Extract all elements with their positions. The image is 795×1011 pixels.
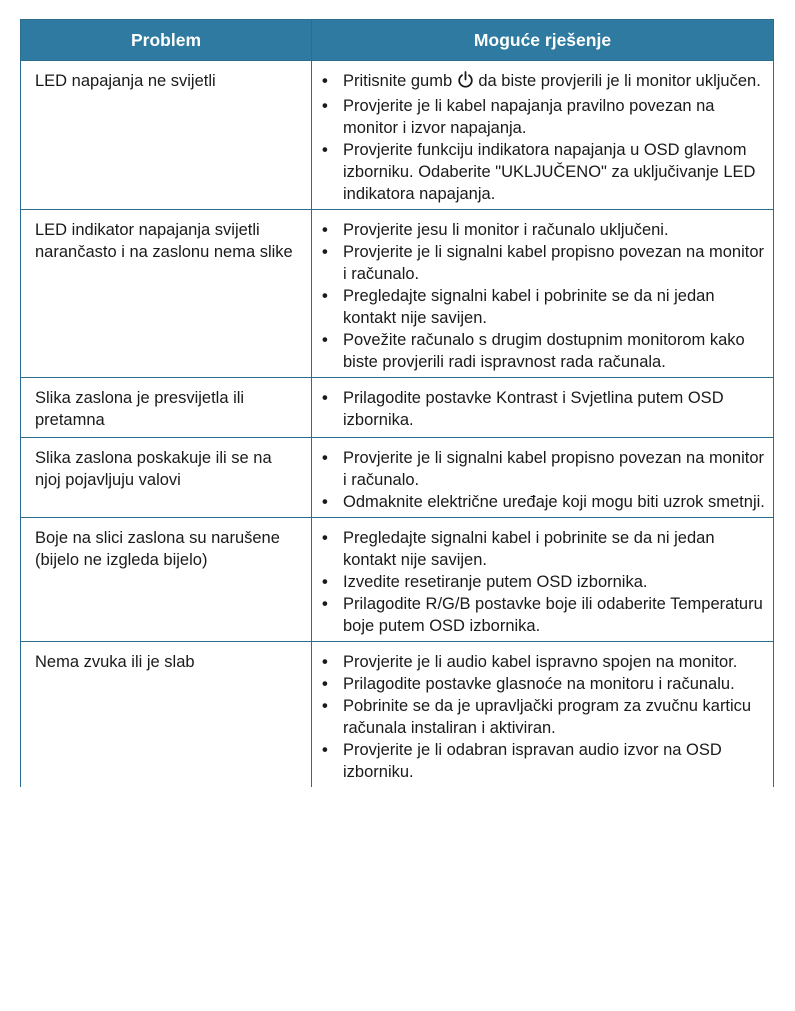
- solution-list: [312, 447, 769, 513]
- solution-text: Prilagodite postavke glasnoće na monitoru i računalu.: [343, 675, 735, 693]
- solution-item: [312, 673, 769, 695]
- bullet-icon: •: [322, 331, 328, 349]
- solution-item: [312, 285, 769, 329]
- bullet-icon: •: [322, 675, 328, 693]
- solution-text: Pritisnite gumb: [343, 72, 453, 90]
- bullet-icon: •: [322, 697, 328, 715]
- power-icon: [457, 71, 474, 95]
- problem-cell: Slika zaslona je presvijetla ili pretamna: [21, 378, 312, 438]
- solution-item: [312, 387, 769, 431]
- bullet-icon: •: [322, 741, 328, 759]
- bullet-icon: •: [322, 529, 328, 547]
- solution-text: Provjerite funkciju indikatora napajanja u OSD glavnom izborniku. Odaberite "UKLJUČENO" za uključivanje LED indikatora napajanja.: [343, 141, 756, 203]
- solution-cell: [312, 61, 774, 210]
- troubleshooting-table: [20, 19, 774, 787]
- solution-text: Prilagodite postavke Kontrast i Svjetlina putem OSD izbornika.: [343, 389, 724, 429]
- solution-text: Prilagodite R/G/B postavke boje ili odaberite Temperaturu boje putem OSD izbornika.: [343, 595, 763, 635]
- solution-item: [312, 70, 769, 95]
- table-header-row: [21, 20, 774, 61]
- solution-item: [312, 447, 769, 491]
- bullet-icon: •: [322, 493, 328, 511]
- solution-text: Povežite računalo s drugim dostupnim monitorom kako biste provjerili radi ispravnost rada računala.: [343, 331, 745, 371]
- solution-text: Provjerite je li signalni kabel propisno povezan na monitor i računalo.: [343, 449, 764, 489]
- solution-text: Provjerite je li kabel napajanja pravilno povezan na monitor i izvor napajanja.: [343, 97, 715, 137]
- solution-item: [312, 593, 769, 637]
- solution-item: [312, 695, 769, 739]
- solution-item: [312, 571, 769, 593]
- solution-text: Pregledajte signalni kabel i pobrinite se da ni jedan kontakt nije savijen.: [343, 287, 715, 327]
- bullet-icon: •: [322, 97, 328, 115]
- solution-text: Provjerite je li signalni kabel propisno povezan na monitor i računalo.: [343, 243, 764, 283]
- solution-text: Pregledajte signalni kabel i pobrinite se da ni jedan kontakt nije savijen.: [343, 529, 715, 569]
- solution-item: [312, 651, 769, 673]
- problem-cell: LED napajanja ne svijetli: [21, 61, 312, 210]
- bullet-icon: •: [322, 653, 328, 671]
- solution-text: Pobrinite se da je upravljački program za zvučnu karticu računala instaliran i aktiviran.: [343, 697, 752, 737]
- bullet-icon: •: [322, 573, 328, 591]
- problem-cell: LED indikator napajanja svijetli narančasto i na zaslonu nema slike: [21, 210, 312, 378]
- solution-text: da biste provjerili je li monitor uključen.: [478, 72, 761, 90]
- solution-cell: [312, 378, 774, 438]
- header-solution: Moguće rješenje: [312, 20, 774, 61]
- problem-cell: Slika zaslona poskakuje ili se na njoj pojavljuju valovi: [21, 438, 312, 518]
- table-row: [21, 438, 774, 518]
- solution-cell: [312, 210, 774, 378]
- bullet-icon: •: [322, 72, 328, 90]
- solution-cell: [312, 438, 774, 518]
- bullet-icon: •: [322, 595, 328, 613]
- solution-cell: [312, 642, 774, 788]
- bullet-icon: •: [322, 449, 328, 467]
- table-row: [21, 642, 774, 788]
- problem-cell: Boje na slici zaslona su narušene (bijelo ne izgleda bijelo): [21, 518, 312, 642]
- solution-text: Provjerite je li audio kabel ispravno spojen na monitor.: [343, 653, 738, 671]
- solution-item: [312, 95, 769, 139]
- bullet-icon: •: [322, 221, 328, 239]
- table-row: [21, 378, 774, 438]
- solution-item: [312, 329, 769, 373]
- solution-item: [312, 527, 769, 571]
- solution-text: Odmaknite električne uređaje koji mogu biti uzrok smetnji.: [343, 493, 765, 511]
- solution-item: [312, 241, 769, 285]
- table-row: [21, 61, 774, 210]
- solution-item: [312, 219, 769, 241]
- header-problem: Problem: [21, 20, 312, 61]
- solution-list: [312, 651, 769, 783]
- solution-list: [312, 219, 769, 373]
- table-row: [21, 210, 774, 378]
- solution-text: Provjerite jesu li monitor i računalo uključeni.: [343, 221, 669, 239]
- solution-text: Izvedite resetiranje putem OSD izbornika.: [343, 573, 648, 591]
- bullet-icon: •: [322, 141, 328, 159]
- solution-list: [312, 387, 769, 431]
- solution-text: Provjerite je li odabran ispravan audio izvor na OSD izborniku.: [343, 741, 722, 781]
- solution-list: [312, 70, 769, 205]
- bullet-icon: •: [322, 287, 328, 305]
- solution-item: [312, 139, 769, 205]
- solution-item: [312, 739, 769, 783]
- bullet-icon: •: [322, 389, 328, 407]
- problem-cell: Nema zvuka ili je slab: [21, 642, 312, 788]
- table-row: [21, 518, 774, 642]
- solution-cell: [312, 518, 774, 642]
- solution-list: [312, 527, 769, 637]
- solution-item: [312, 491, 769, 513]
- bullet-icon: •: [322, 243, 328, 261]
